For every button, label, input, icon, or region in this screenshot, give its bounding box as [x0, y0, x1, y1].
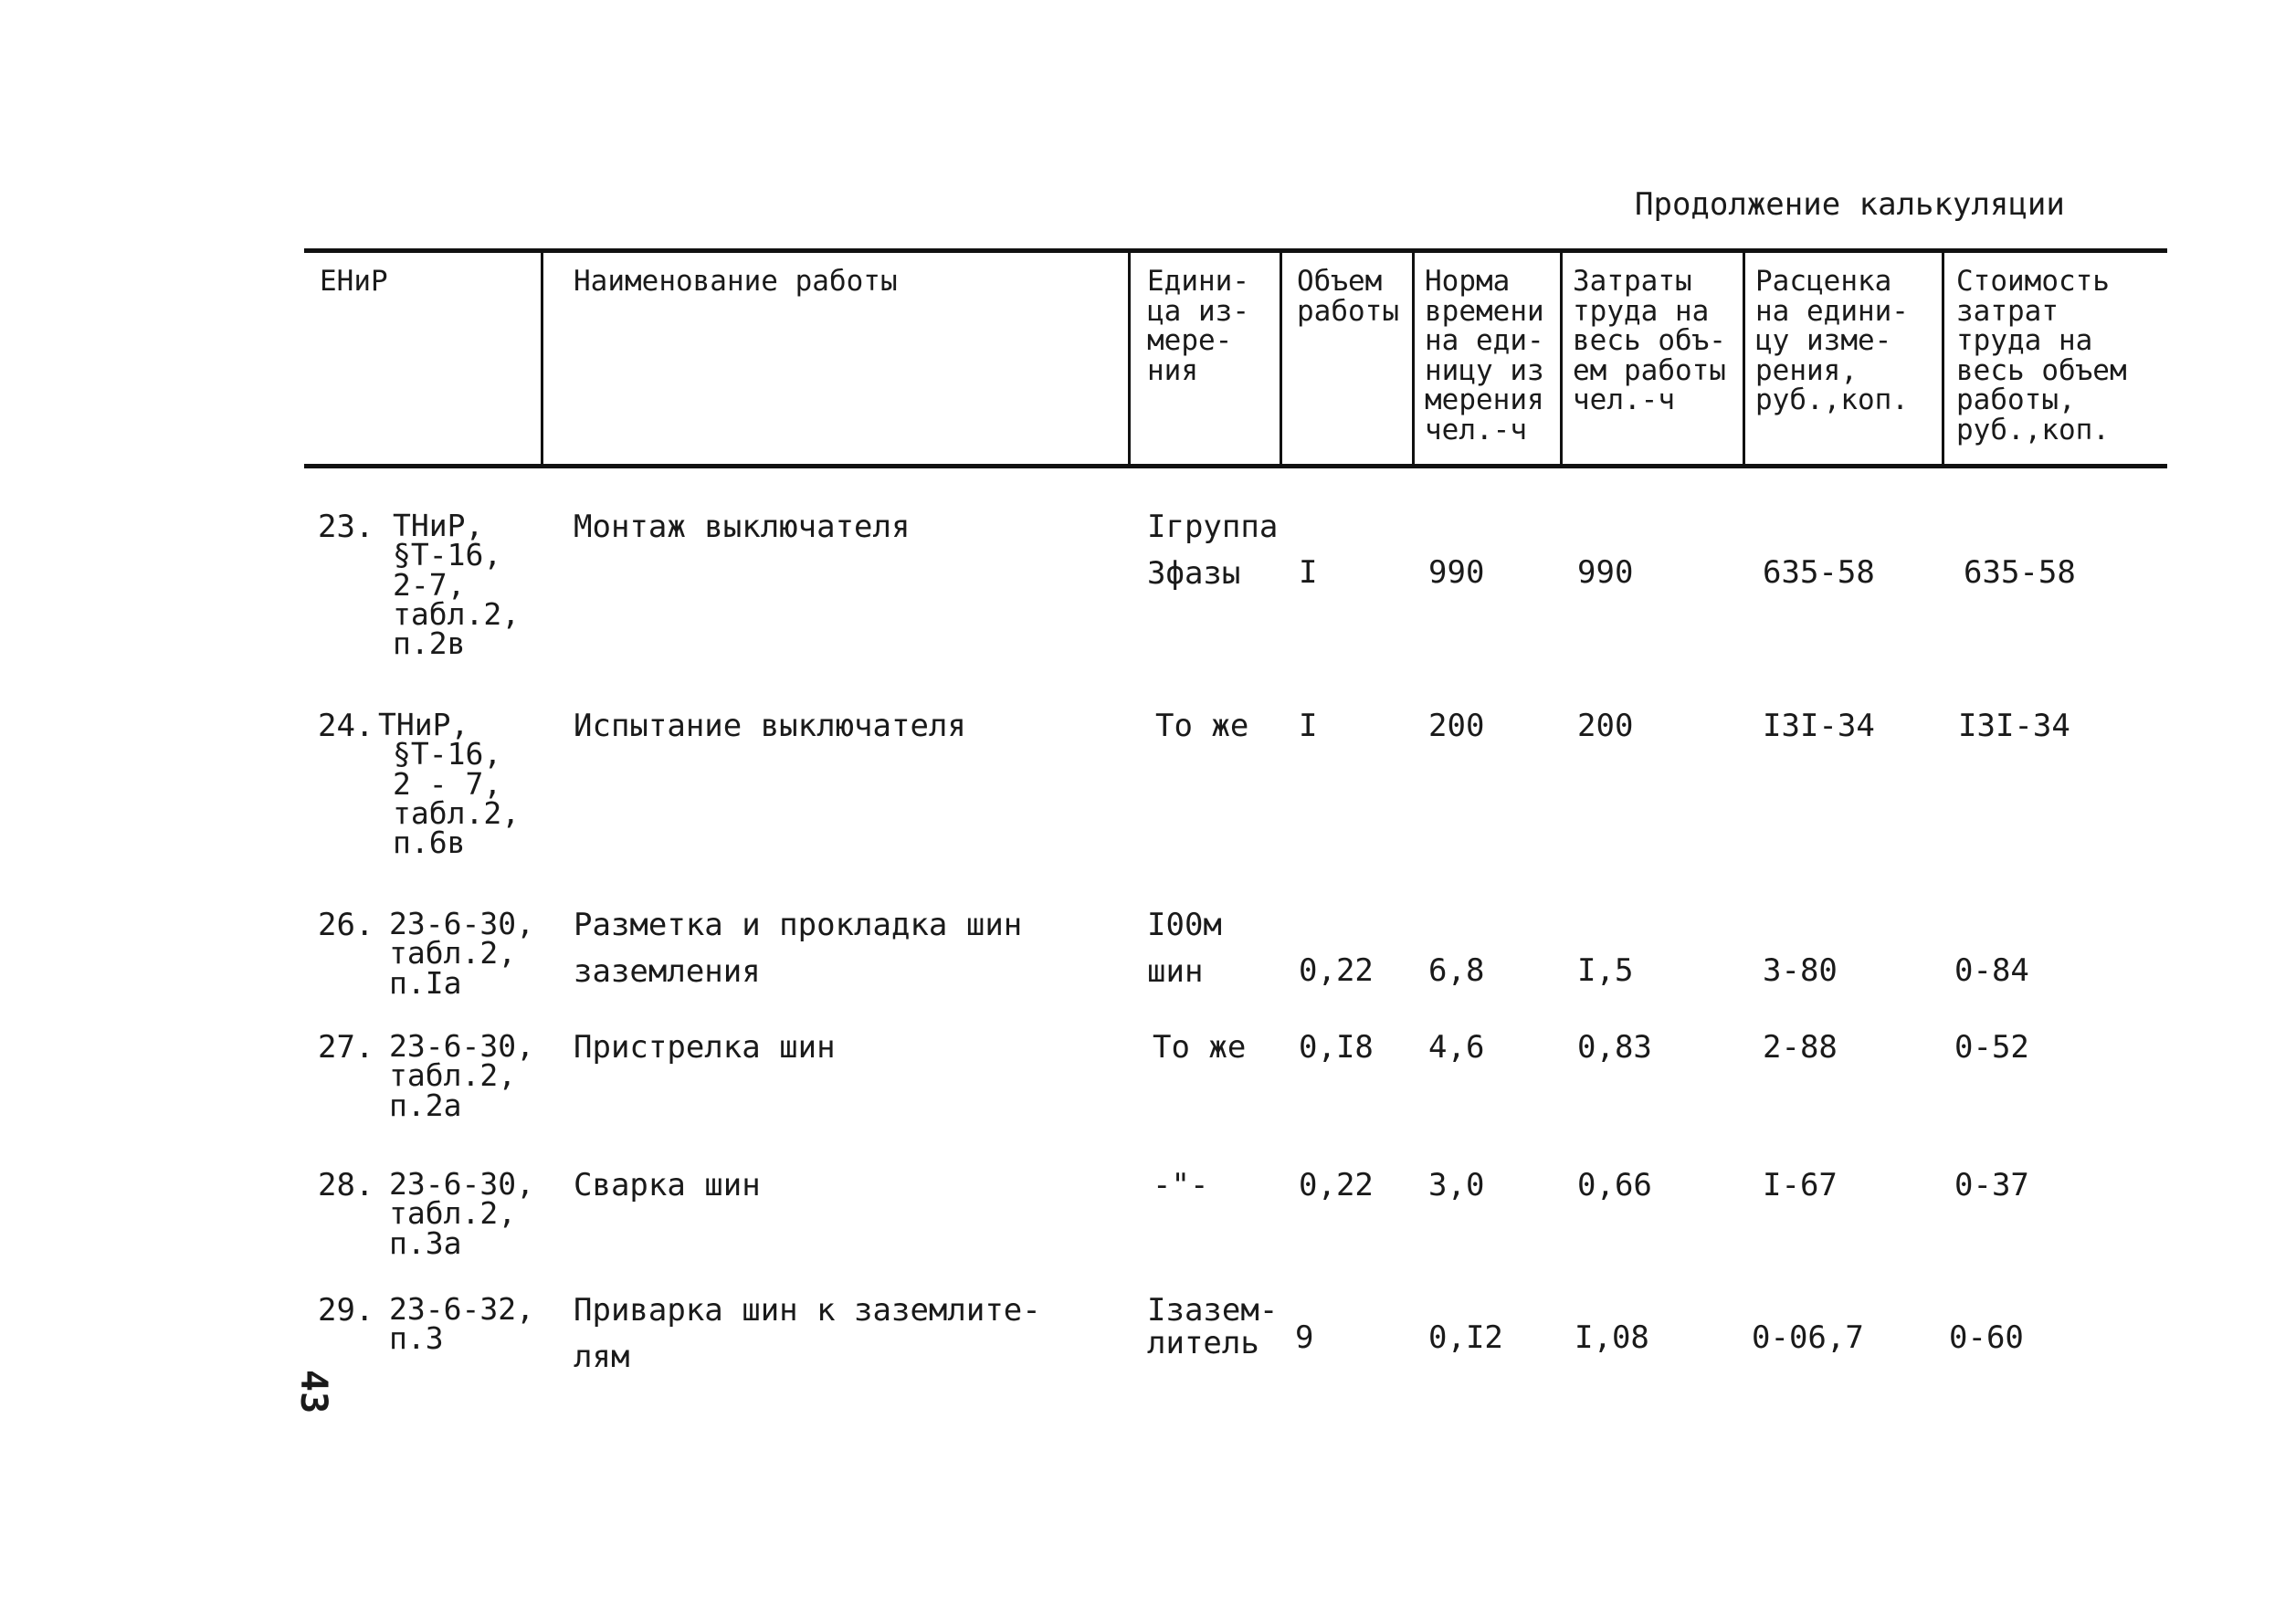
row-reference — [389, 1166, 534, 1261]
row-name — [574, 1029, 836, 1066]
row-reference — [393, 508, 521, 662]
name-line: Монтаж выключателя — [574, 509, 911, 545]
row-number: 29. — [318, 1292, 374, 1329]
page-number: 43 — [292, 1370, 334, 1414]
row-rate: 635-58 — [1763, 554, 1875, 591]
header-line: чел.-ч — [1425, 413, 1527, 447]
header-line: ем работы — [1573, 353, 1726, 387]
row-time-norm: 3,0 — [1428, 1167, 1485, 1203]
row-time-norm: 990 — [1428, 554, 1485, 591]
reference-line: табл.2, — [389, 935, 517, 972]
table-row — [0, 508, 2296, 721]
row-time-norm: 200 — [1428, 708, 1485, 744]
row-volume: 0,22 — [1299, 952, 1374, 989]
header-line: Расценка — [1755, 265, 1892, 298]
name-line: Приварка шин к заземлите- — [574, 1292, 1041, 1329]
row-number: 27. — [318, 1029, 374, 1066]
continuation-caption: Продолжение калькуляции — [1635, 186, 2065, 223]
row-labor: 200 — [1577, 708, 1634, 744]
unit-line: шин — [1147, 952, 1204, 990]
reference-line: табл.2, — [393, 595, 521, 632]
reference-line: 23-6-30, — [389, 906, 534, 941]
row-reference — [378, 707, 521, 861]
row-cost: 0-37 — [1954, 1167, 2029, 1203]
reference-line: п.Iа — [389, 964, 462, 1001]
row-unit — [1147, 1292, 1279, 1361]
header-line: рения, — [1755, 353, 1858, 387]
row-cost: I3I-34 — [1958, 708, 2070, 744]
table-row — [0, 1291, 2296, 1505]
header-line: работы — [1297, 294, 1399, 328]
row-name — [574, 1292, 1041, 1375]
row-cost: 0-60 — [1949, 1319, 2024, 1356]
reference-line: п.6в — [393, 825, 466, 861]
header-line: ца из- — [1147, 294, 1249, 328]
header-line: труда на — [1573, 294, 1710, 328]
row-labor: I,5 — [1577, 952, 1634, 989]
row-unit — [1153, 1167, 1209, 1203]
unit-line: -"- — [1153, 1167, 1209, 1203]
header-line: работы, — [1956, 383, 2076, 417]
row-rate: 0-06,7 — [1752, 1319, 1864, 1356]
row-reference — [389, 1028, 534, 1123]
row-rate: I3I-34 — [1763, 708, 1875, 744]
row-volume: I — [1299, 708, 1318, 744]
row-unit — [1147, 511, 1278, 590]
reference-line: 2 - 7, — [393, 765, 502, 802]
unit-line: Iгруппа — [1147, 509, 1279, 545]
row-number: 24. — [318, 708, 374, 744]
reference-line: п.2а — [389, 1087, 462, 1123]
row-cost: 0-84 — [1954, 952, 2029, 989]
header-line: руб.,коп. — [1956, 413, 2110, 447]
header-line: весь объ- — [1573, 324, 1726, 358]
unit-line: I00м — [1147, 907, 1222, 943]
reference-line: табл.2, — [393, 794, 521, 831]
row-name — [574, 511, 910, 544]
unit-line: 3фазы — [1147, 554, 1241, 592]
row-rate: 3-80 — [1763, 952, 1838, 989]
row-name — [574, 909, 1022, 988]
row-labor: 0,83 — [1577, 1029, 1652, 1066]
row-time-norm: 4,6 — [1428, 1029, 1485, 1066]
row-rate: I-67 — [1763, 1167, 1838, 1203]
row-number: 23. — [318, 509, 374, 545]
reference-line: ТНиР, — [393, 508, 484, 543]
reference-line: 23-6-30, — [389, 1166, 534, 1202]
row-cost: 0-52 — [1954, 1029, 2029, 1066]
header-line: ния — [1147, 353, 1198, 387]
reference-line: п.3 — [389, 1320, 444, 1357]
header-line: ницу из — [1425, 353, 1544, 387]
name-line: Испытание выключателя — [574, 708, 966, 744]
row-volume: 9 — [1295, 1319, 1314, 1356]
header-line: Объем — [1297, 265, 1383, 298]
unit-line: То же — [1153, 1029, 1247, 1066]
row-unit — [1147, 909, 1222, 988]
row-unit — [1155, 710, 1248, 743]
reference-line: п.3а — [389, 1224, 462, 1261]
row-number: 28. — [318, 1167, 374, 1203]
row-volume: I — [1299, 554, 1318, 591]
table-row — [0, 707, 2296, 920]
header-line: Стоимость — [1956, 265, 2110, 298]
header-line: Норма — [1425, 265, 1511, 298]
header-line: мерения — [1425, 383, 1544, 417]
row-number: 26. — [318, 907, 374, 943]
reference-line: 2-7, — [393, 566, 466, 603]
row-volume: 0,I8 — [1299, 1029, 1374, 1066]
unit-line: То же — [1155, 708, 1249, 744]
reference-line: п.2в — [393, 625, 466, 662]
unit-line: литель — [1147, 1324, 1259, 1361]
header-line: Едини- — [1147, 265, 1249, 298]
row-name — [574, 710, 966, 743]
header-line: труда на — [1956, 324, 2093, 358]
reference-line: §Т-16, — [393, 537, 502, 573]
header-line: Затраты — [1573, 265, 1692, 298]
row-labor: 0,66 — [1577, 1167, 1652, 1203]
reference-line: табл.2, — [389, 1195, 517, 1232]
row-rate: 2-88 — [1763, 1029, 1838, 1066]
header-line: мере- — [1147, 324, 1233, 358]
header-line: времени — [1425, 294, 1544, 328]
reference-line: табл.2, — [389, 1057, 517, 1094]
header-line: Наименование работы — [574, 265, 898, 298]
reference-line: ТНиР, — [378, 707, 469, 742]
header-line: на едини- — [1755, 294, 1909, 328]
row-time-norm: 6,8 — [1428, 952, 1485, 989]
row-labor: I,08 — [1575, 1319, 1649, 1356]
row-reference — [389, 1291, 534, 1357]
name-line: заземления — [574, 952, 761, 990]
header-line: весь объем — [1956, 353, 2127, 387]
row-unit — [1153, 1029, 1247, 1066]
row-name — [574, 1167, 761, 1203]
name-line: лям — [574, 1338, 630, 1375]
row-cost: 635-58 — [1964, 554, 2076, 591]
row-reference — [389, 906, 534, 1001]
reference-line: 23-6-32, — [389, 1291, 534, 1327]
header-line: ЕНиР — [320, 265, 388, 298]
header-line: затрат — [1956, 294, 2059, 328]
reference-line: §Т-16, — [393, 736, 502, 772]
header-line: на еди- — [1425, 324, 1544, 358]
unit-line: Iзазем- — [1147, 1292, 1279, 1329]
header-line: цу изме- — [1755, 324, 1892, 358]
reference-line: 23-6-30, — [389, 1028, 534, 1064]
header-line: чел.-ч — [1573, 383, 1675, 417]
row-time-norm: 0,I2 — [1428, 1319, 1503, 1356]
row-volume: 0,22 — [1299, 1167, 1374, 1203]
row-labor: 990 — [1577, 554, 1634, 591]
name-line: Разметка и прокладка шин — [574, 907, 1023, 943]
name-line: Пристрелка шин — [574, 1029, 836, 1066]
name-line: Сварка шин — [574, 1167, 761, 1203]
header-line: руб.,коп. — [1755, 383, 1909, 417]
